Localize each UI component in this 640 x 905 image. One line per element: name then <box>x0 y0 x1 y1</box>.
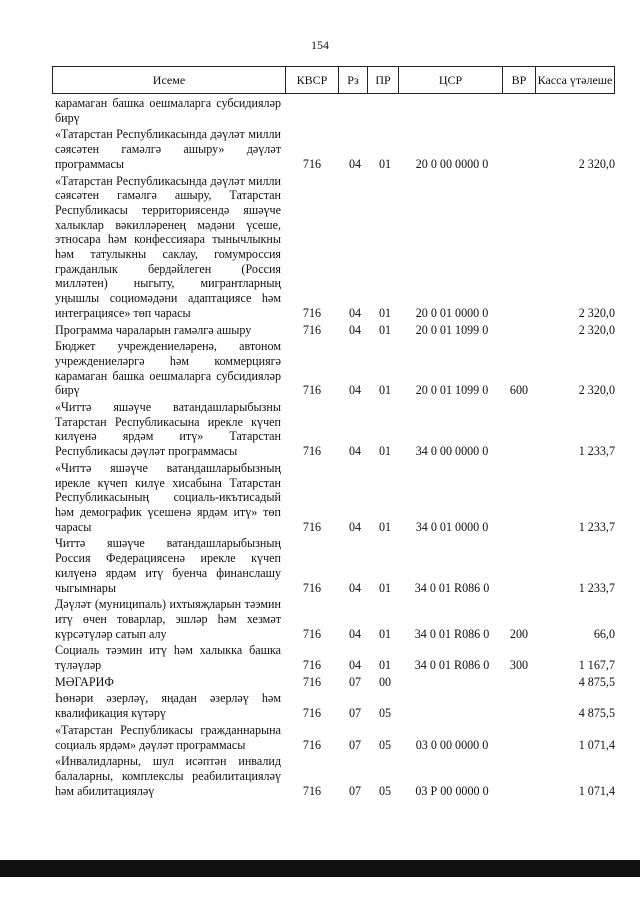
row-name: Читтә яшәүче ватандашларыбызның Россия Федерациясенә ирекле күчеп килүенә ярдәм итү буенча финанслашу чыгымнары <box>55 536 281 595</box>
row-name: Һөнәри әзерләү, яңадан әзерләү һәм квалификация күтәрү <box>55 691 281 721</box>
row-vr: 200 <box>509 626 529 641</box>
row-kvsr: 716 <box>302 444 322 459</box>
table-row <box>55 127 615 171</box>
row-name: «Татарстан Республикасында дәүләт милли сәясәтен гамәлгә ашыру» дәүләт программасы <box>55 127 281 171</box>
table-row <box>55 643 615 672</box>
row-csr: 03 0 00 0000 0 <box>415 737 489 752</box>
table-row <box>55 96 615 125</box>
row-pr: 00 <box>378 674 392 689</box>
row-sum: 1 233,7 <box>578 519 615 534</box>
table-row <box>55 174 615 321</box>
row-name: «Читтә яшәүче ватандашларыбызның ирекле күчеп килүе хисабына Татарстан Республикасының социаль-икътисадый һәм демографик үсешенә ярдәм итү» төп чарасы <box>55 460 281 534</box>
row-pr: 01 <box>378 322 392 337</box>
row-rz: 04 <box>348 580 362 595</box>
row-rz: 07 <box>348 783 362 798</box>
header-vr: ВР <box>503 67 536 93</box>
header-kvsr: КВСР <box>286 67 339 93</box>
row-sum: 4 875,5 <box>578 706 615 721</box>
row-kvsr: 716 <box>302 783 322 798</box>
table-row <box>55 461 615 535</box>
row-rz: 04 <box>348 383 362 398</box>
row-kvsr: 716 <box>302 737 322 752</box>
row-name: «Татарстан Республикасында дәүләт милли сәясәтен гамәлгә ашыру, Татарстан Республикасы территориясендә яшәүче халыклар вәкилләренең мәдәни үсеше, этносара һәм конфессияара тынычлыкны һәм татулыкны саклау, гомумроссия гражданлык бердәйлеген (Россия милләтен) ныгыту, мигрантларның уңышлы социомәдәни адаптациясе һәм интеграциясе» төп чарасы <box>55 173 281 320</box>
row-name: карамаган башка оешмаларга субсидияләр бирү <box>55 96 281 125</box>
row-pr: 01 <box>378 519 392 534</box>
row-rz: 04 <box>348 305 362 320</box>
row-sum: 1 233,7 <box>578 580 615 595</box>
table-row <box>55 323 615 338</box>
row-rz: 04 <box>348 658 362 673</box>
row-name: «Читтә яшәүче ватандашларыбызны Татарстан Республикасына ирекле күчеп килүенә ярдәм итү» Татарстан Республикасы дәүләт программасы <box>55 400 281 459</box>
row-pr: 01 <box>378 580 392 595</box>
row-kvsr: 716 <box>302 322 322 337</box>
row-sum: 66,0 <box>593 626 615 641</box>
table-row <box>55 536 615 595</box>
row-sum: 1 167,7 <box>578 658 615 673</box>
row-csr: 34 0 00 0000 0 <box>415 444 489 459</box>
row-kvsr: 716 <box>302 383 322 398</box>
row-pr: 01 <box>378 383 392 398</box>
scan-bottom-bar <box>0 860 640 877</box>
row-rz: 04 <box>348 626 362 641</box>
row-kvsr: 716 <box>302 658 322 673</box>
row-rz: 07 <box>348 706 362 721</box>
row-csr: 34 0 01 0000 0 <box>415 519 489 534</box>
row-sum: 2 320,0 <box>578 322 615 337</box>
row-pr: 01 <box>378 626 392 641</box>
row-name: Бюджет учреждениеләренә, автоном учреждениеләргә һәм коммерциягә карамаган башка оешмаларга субсидияләр бирү <box>55 339 281 398</box>
table-row <box>55 339 615 398</box>
row-kvsr: 716 <box>302 580 322 595</box>
row-name: МӘГАРИФ <box>55 674 114 689</box>
row-kvsr: 716 <box>302 706 322 721</box>
row-kvsr: 716 <box>302 519 322 534</box>
table-row <box>55 723 615 752</box>
page-number: 154 <box>311 38 329 52</box>
row-kvsr: 716 <box>302 626 322 641</box>
row-csr: 34 0 01 R086 0 <box>414 626 490 641</box>
row-sum: 2 320,0 <box>578 305 615 320</box>
row-kvsr: 716 <box>302 156 322 171</box>
row-pr: 01 <box>378 444 392 459</box>
row-rz: 04 <box>348 519 362 534</box>
row-csr: 34 0 01 R086 0 <box>414 658 490 673</box>
row-name: Социаль тәэмин итү һәм халыкка башка түләүләр <box>55 643 281 673</box>
row-vr: 300 <box>509 658 529 673</box>
row-csr: 20 0 00 0000 0 <box>415 156 489 171</box>
row-csr: 20 0 01 1099 0 <box>415 383 489 398</box>
header-kassa: Касса үтәлеше <box>537 73 613 87</box>
table-row <box>55 691 615 720</box>
row-kvsr: 716 <box>302 674 322 689</box>
row-csr: 03 Р 00 0000 0 <box>415 783 489 798</box>
row-rz: 07 <box>348 674 362 689</box>
table-row <box>55 754 615 798</box>
row-pr: 05 <box>378 737 392 752</box>
table-row <box>55 400 615 459</box>
row-csr: 20 0 01 1099 0 <box>415 322 489 337</box>
row-rz: 04 <box>348 322 362 337</box>
row-pr: 01 <box>378 156 392 171</box>
header-csr: ЦСР <box>399 67 503 93</box>
row-name: Программа чараларын гамәлгә ашыру <box>55 322 252 337</box>
table-body <box>55 96 615 800</box>
row-name: «Татарстан Республикасы гражданнарына социаль ярдәм» дәүләт программасы <box>55 722 281 752</box>
row-vr: 600 <box>509 383 529 398</box>
row-csr: 20 0 01 0000 0 <box>415 305 489 320</box>
header-name: Исеме <box>53 67 286 93</box>
row-kvsr: 716 <box>302 305 322 320</box>
row-rz: 04 <box>348 156 362 171</box>
row-rz: 07 <box>348 737 362 752</box>
row-sum: 2 320,0 <box>578 156 615 171</box>
row-name: Дәүләт (муниципаль) ихтыяҗларын тәэмин итү өчен товарлар, эшләр һәм хезмәт күрсәтүләр сатып алу <box>55 597 281 641</box>
row-rz: 04 <box>348 444 362 459</box>
row-sum: 1 071,4 <box>578 783 615 798</box>
row-name: «Инвалидларны, шул исәптән инвалид балаларны, комплекслы реабилитацияләү һәм абилитацияләү <box>55 754 281 798</box>
table-row <box>55 675 615 690</box>
row-sum: 2 320,0 <box>578 383 615 398</box>
table-header <box>52 66 615 94</box>
table-row <box>55 597 615 641</box>
row-sum: 1 071,4 <box>578 737 615 752</box>
row-sum: 1 233,7 <box>578 444 615 459</box>
row-pr: 05 <box>378 706 392 721</box>
row-csr: 34 0 01 R086 0 <box>414 580 490 595</box>
row-pr: 01 <box>378 658 392 673</box>
row-pr: 05 <box>378 783 392 798</box>
row-pr: 01 <box>378 305 392 320</box>
row-sum: 4 875,5 <box>578 674 615 689</box>
header-pr: ПР <box>368 67 399 93</box>
header-rz: Рз <box>339 67 368 93</box>
